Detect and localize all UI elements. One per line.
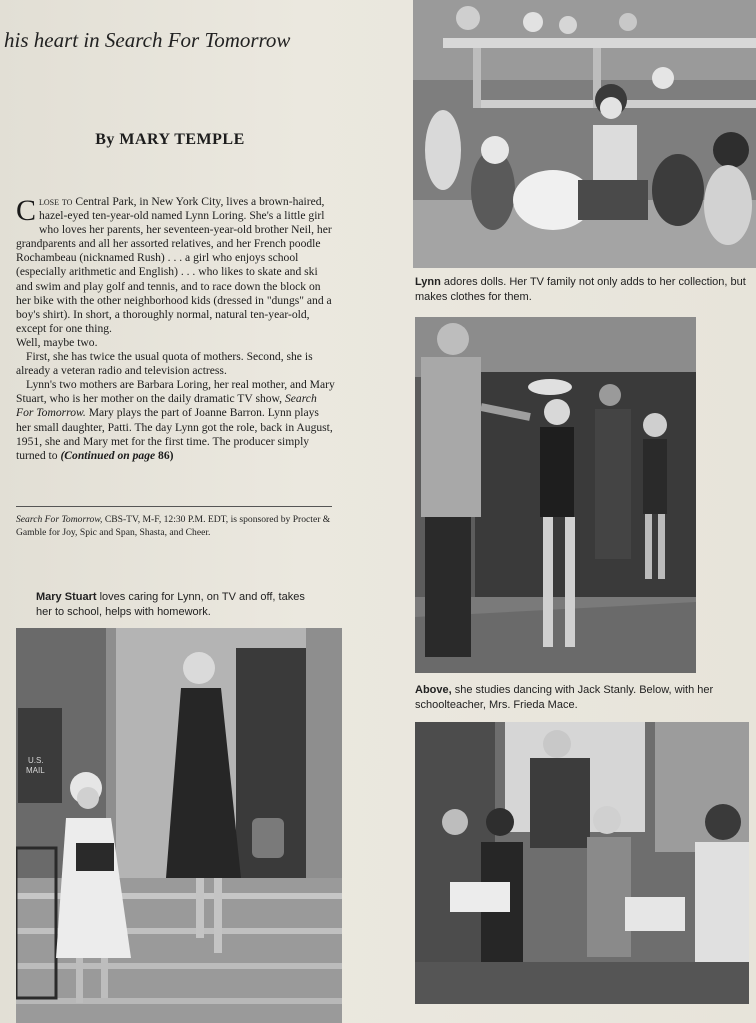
- caption-mary-lead: Mary Stuart: [36, 591, 97, 603]
- paragraph-2: First, she has twice the usual quota of mothers. Second, she is already a veteran radio and television actress.: [16, 350, 313, 378]
- paragraph-1-text: Central Park, in New York City, lives a brown-haired, hazel-eyed ten-year-old named Lynn Loring. She's a little girl who loves her parents, her seventeen-year-old brother Neil, her grandparents and all her assorted relatives, and her French poodle Rochambeau (nicknamed Rush) . . . a girl who enjoys school (especially arithmetic and English) . . . who likes to skate and ski and swim and play golf and tennis, and to race down the block on her bike with the other neighborhood kids (dressed in "dungs" and a boy's shirt). In short, a thoroughly normal, natural ten-year-old, except for one thing.: [16, 195, 332, 335]
- caption-dolls: [415, 275, 753, 305]
- continued-note: (Continued on page: [60, 448, 156, 462]
- photo-dolls: [413, 0, 756, 268]
- paragraph-3-text-b: Mary plays the part of Joanne Barron. Lynn plays her small daughter, Patti. The day Lynn got the role, back in August, 1951, she and Mary met for the first time. The producer simply turned to: [16, 406, 333, 462]
- mailbox-sign-line2: MAIL: [26, 766, 45, 775]
- lead-in: lose to: [39, 195, 73, 208]
- caption-mary-text: loves caring for Lynn, on TV and off, takes her to school, helps with homework.: [36, 591, 305, 618]
- article-byline: By MARY TEMPLE: [95, 131, 245, 148]
- caption-dolls-lead: Lynn: [415, 276, 441, 288]
- caption-mary-stuart: [36, 590, 316, 620]
- paragraph-3: [16, 378, 336, 463]
- photo-dance-class: [415, 317, 696, 673]
- show-title: Search For Tomorrow.: [16, 392, 317, 420]
- footnote: [16, 513, 338, 539]
- paragraph-1-end: Well, maybe two.: [16, 335, 98, 349]
- article-headline: his heart in Search For Tomorrow: [4, 28, 291, 52]
- drop-cap: C: [16, 194, 37, 227]
- paragraph-3-text-a: Lynn's two mothers are Barbara Loring, her real mother, and Mary Stuart, who is her mother on the daily dramatic TV show,: [16, 378, 335, 406]
- article-body: [16, 195, 336, 463]
- footnote-show: Search For Tomorrow,: [16, 514, 103, 525]
- footnote-text: CBS-TV, M-F, 12:30 P.M. EDT, is sponsored by Procter & Gamble for Joy, Spic and Span, Shasta, and Cheer.: [16, 514, 331, 538]
- mailbox-sign-line1: U.S.: [28, 756, 44, 765]
- caption-dance: [415, 683, 753, 713]
- caption-dance-text: she studies dancing with Jack Stanly. Below, with her schoolteacher, Mrs. Frieda Mace.: [415, 684, 714, 711]
- photo-school-steps: [16, 628, 342, 1023]
- continued-page: 86): [158, 448, 174, 462]
- footnote-divider: [16, 506, 332, 507]
- caption-dolls-text: adores dolls. Her TV family not only adds to her collection, but makes clothes for them.: [415, 276, 746, 303]
- photo-classroom: [415, 722, 749, 1004]
- paragraph-1: [16, 195, 336, 336]
- caption-dance-lead: Above,: [415, 684, 452, 696]
